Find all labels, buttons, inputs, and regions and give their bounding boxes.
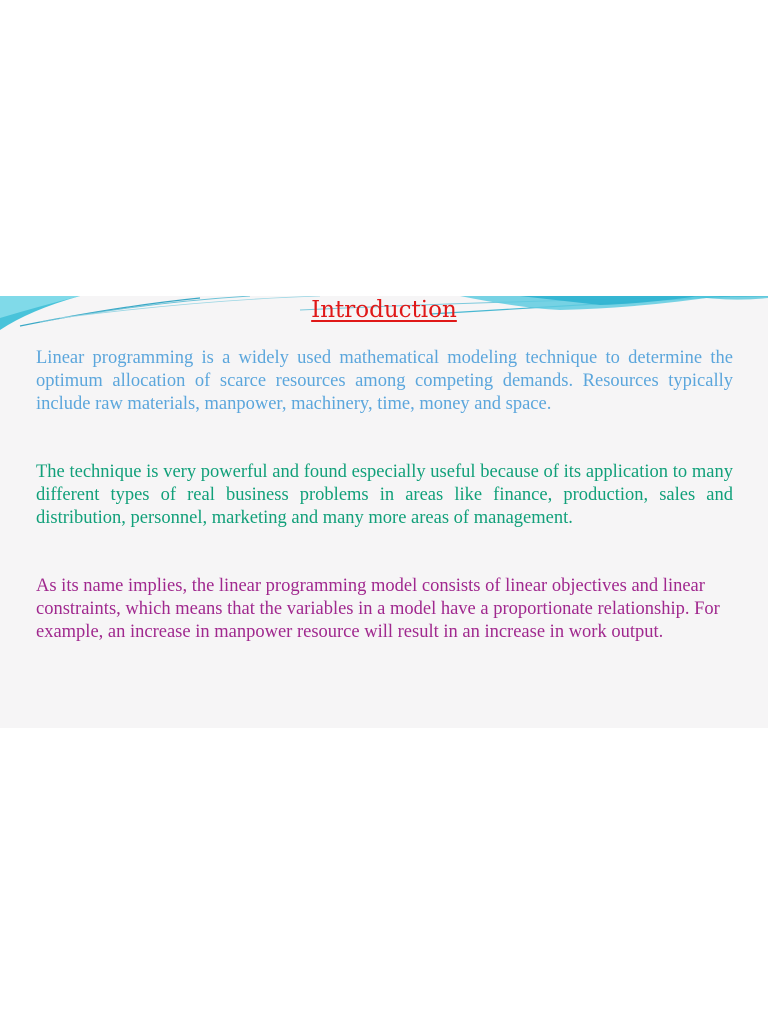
paragraph-definition: Linear programming is a widely used mathematical modeling technique to determine the optimum allocation of scarce resources among competing demands. Resources typically include raw materials, manpower, machinery, time, money and space. (36, 348, 733, 414)
paragraph-linearity: As its name implies, the linear programming model consists of linear objectives and linear constraints, which means that the variables in a model have a proportionate relationship. For example, an increase in manpower resource will result in an increase in work output. (36, 576, 720, 642)
paragraph-usefulness: The technique is very powerful and found especially useful because of its application to many different types of real business problems in areas like finance, production, sales and distribution, personnel, marketing and many more areas of management. (36, 462, 733, 528)
slide (0, 296, 768, 728)
slide-title: Introduction (311, 297, 457, 323)
